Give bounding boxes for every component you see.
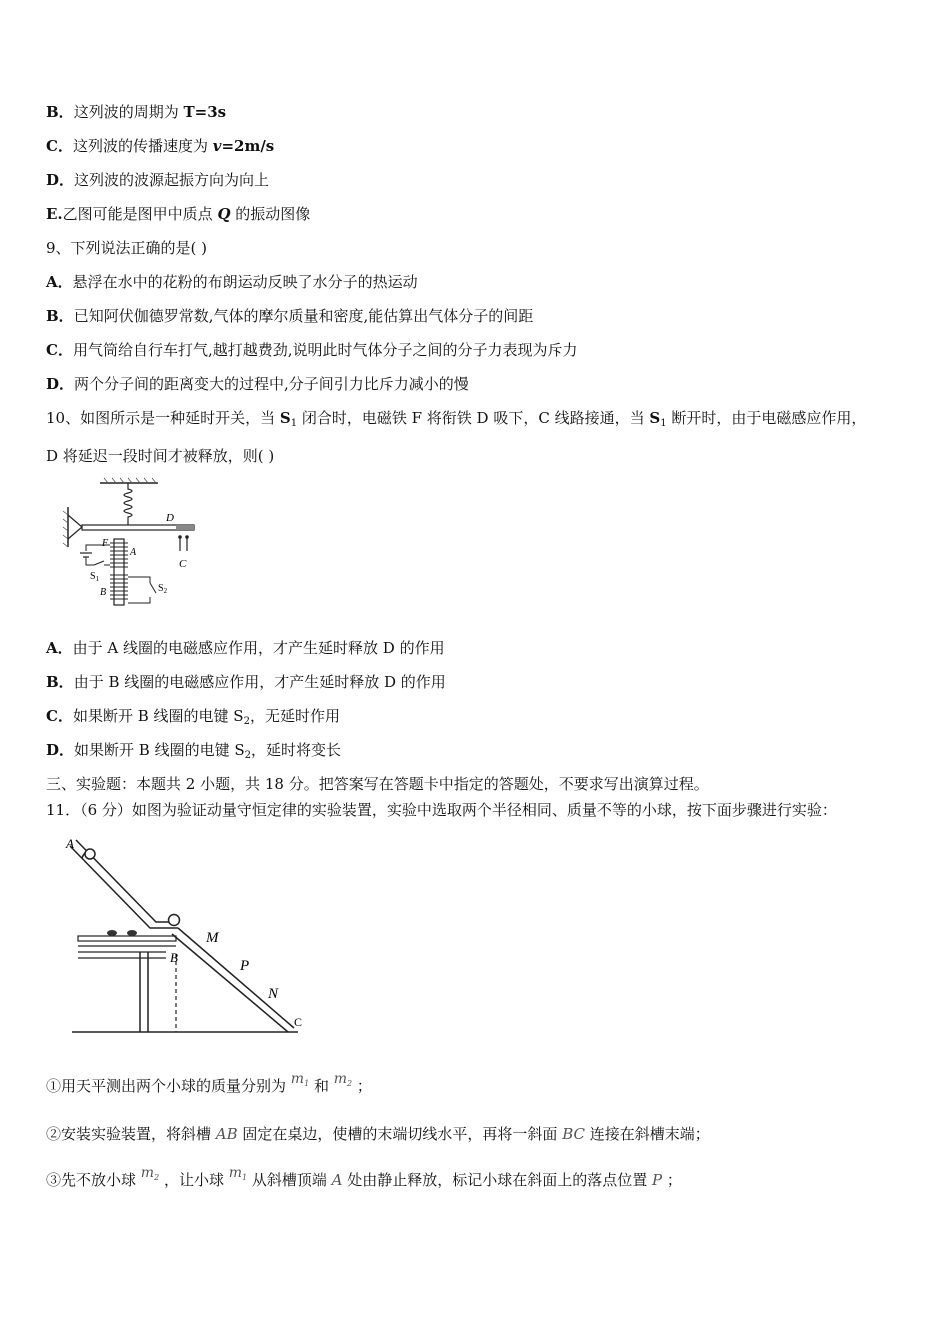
q9-option-b: B．已知阿伏伽德罗常数,气体的摩尔质量和密度,能估算出气体分子的间距 [46,307,534,325]
section-3-heading: 三、实验题：本题共 2 小题，共 18 分。把答案写在答题卡中指定的答题处，不要求写出演算过程。 [46,775,709,793]
label-b-figure: B [170,950,178,965]
label-a: A [130,547,137,558]
q8-option-d: D．这列波的波源起振方向为向上 [46,171,270,189]
label-p: P [240,958,250,974]
label-d: D [166,512,174,524]
label-f: F [102,538,109,549]
q9-option-d: D．两个分子间的距离变大的过程中,分子间引力比斥力减小的慢 [46,375,469,393]
q11-stem: 11．（6 分）如图为验证动量守恒定律的实验装置，实验中选取两个半径相同、质量不等的小球，按下面步骤进行实验： [46,801,837,819]
momentum-apparatus-figure [62,828,322,1038]
delay-switch-figure [60,475,205,610]
q8-option-e: E.乙图可能是图甲中质点 Q 的振动图像 [46,205,311,223]
label-a-top: A [66,836,74,851]
label-s1: $S_1$ [90,571,100,583]
q9-option-a: A．悬浮在水中的花粉的布朗运动反映了水分子的热运动 [46,273,418,291]
label-s2: $S_2$ [158,583,168,595]
q10-stem-line1: 10、如图所示是一种延时开关，当 $S_1$ 闭合时，电磁铁 F 将衔铁 D 吸下，C 线路接通，当 $S_1$ 断开时，由于电磁感应作用， [46,409,867,429]
label-m: M [206,930,219,946]
q10-stem-line2: D 将延迟一段时间才被释放，则( ) [46,447,275,465]
label-b: B [100,587,107,598]
q10-option-c: C．如果断开 B 线圈的电键 $S_2$，无延时作用 [46,707,340,727]
q9-stem: 9、下列说法正确的是( ) [46,239,208,257]
label-n: N [268,986,279,1002]
q10-option-d: D．如果断开 B 线圈的电键 $S_2$，延时将变长 [46,741,342,761]
q11-step-1: ①用天平测出两个小球的质量分别为 $m_1$ 和 $m_2$ ； [46,1071,372,1095]
q8-option-c: C．这列波的传播速度为 v=2m/s [46,137,275,155]
q10-option-b: B．由于 B 线圈的电磁感应作用，才产生延时释放 D 的作用 [46,673,446,691]
q9-option-c: C．用气筒给自行车打气,越打越费劲,说明此时气体分子之间的分子力表现为斥力 [46,341,578,359]
label-c-figure: C [294,1015,303,1029]
label-c: C [179,558,187,570]
q11-step-3: ③先不放小球 $m_2$ ，让小球 $m_1$ 从斜槽顶端 A 处由静止释放，标记小球在斜面上的落点位置 P ； [46,1165,682,1189]
q11-step-2: ②安装实验装置，将斜槽 AB 固定在桌边，使槽的末端切线水平，再将一斜面 BC 连接在斜槽末端； [46,1125,710,1143]
q8-option-b: B．这列波的周期为 T=3s [46,103,227,121]
q10-option-a: A．由于 A 线圈的电磁感应作用，才产生延时释放 D 的作用 [46,639,445,657]
